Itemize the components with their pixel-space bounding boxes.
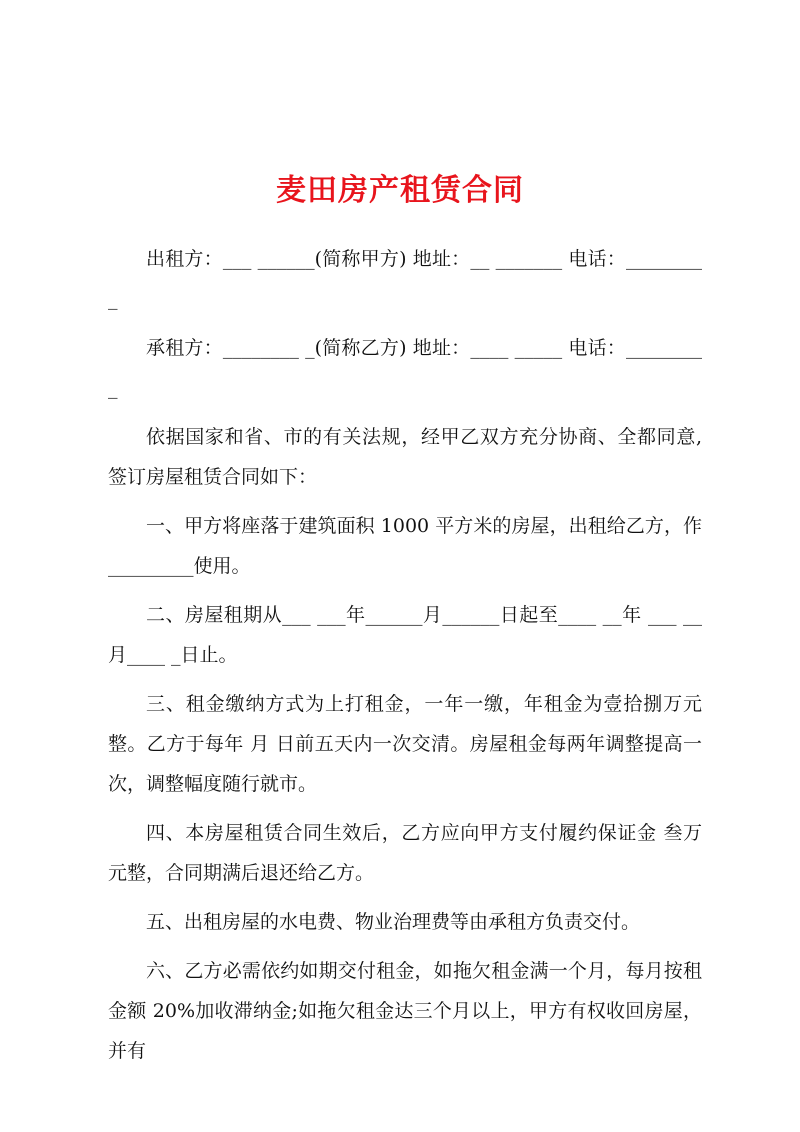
clause-2-paragraph: 二、房屋租期从___ ___年______月______日起至____ __年 ___ __月____ _日止。 xyxy=(108,604,702,666)
clause-1-paragraph: 一、甲方将座落于建筑面积 1000 平方米的房屋，出租给乙方，作_________使用。 xyxy=(108,515,702,577)
clause-4-paragraph: 四、本房屋租赁合同生效后，乙方应向甲方支付履约保证金 叁万 元整，合同期满后退还给乙方。 xyxy=(108,822,702,884)
document-title: 麦田房产租赁合同 xyxy=(276,173,524,208)
clause-3-paragraph: 三、租金缴纳方式为上打租金，一年一缴，年租金为壹拾捌万元整。乙方于每年 月 日前五天内一次交清。房屋租金每两年调整提高一次，调整幅度随行就市。 xyxy=(108,693,702,795)
lessor-info-paragraph: 出租方：___ ______(简称甲方) 地址：__ _______ 电话：_________ xyxy=(108,248,702,310)
preamble-paragraph: 依据国家和省、市的有关法规，经甲乙双方充分协商、全都同意,签订房屋租赁合同如下： xyxy=(108,426,702,488)
document-body xyxy=(108,239,702,1080)
clause-6-paragraph: 六、乙方必需依约如期交付租金，如拖欠租金满一个月，每月按租金额 20%加收滞纳金;如拖欠租金达三个月以上，甲方有权收回房屋，并有 xyxy=(108,960,702,1062)
lessee-info-paragraph: 承租方：________ _(简称乙方) 地址：____ _____ 电话：_________ xyxy=(108,337,702,399)
clause-5-paragraph: 五、出租房屋的水电费、物业治理费等由承租方负责交付。 xyxy=(146,911,641,933)
